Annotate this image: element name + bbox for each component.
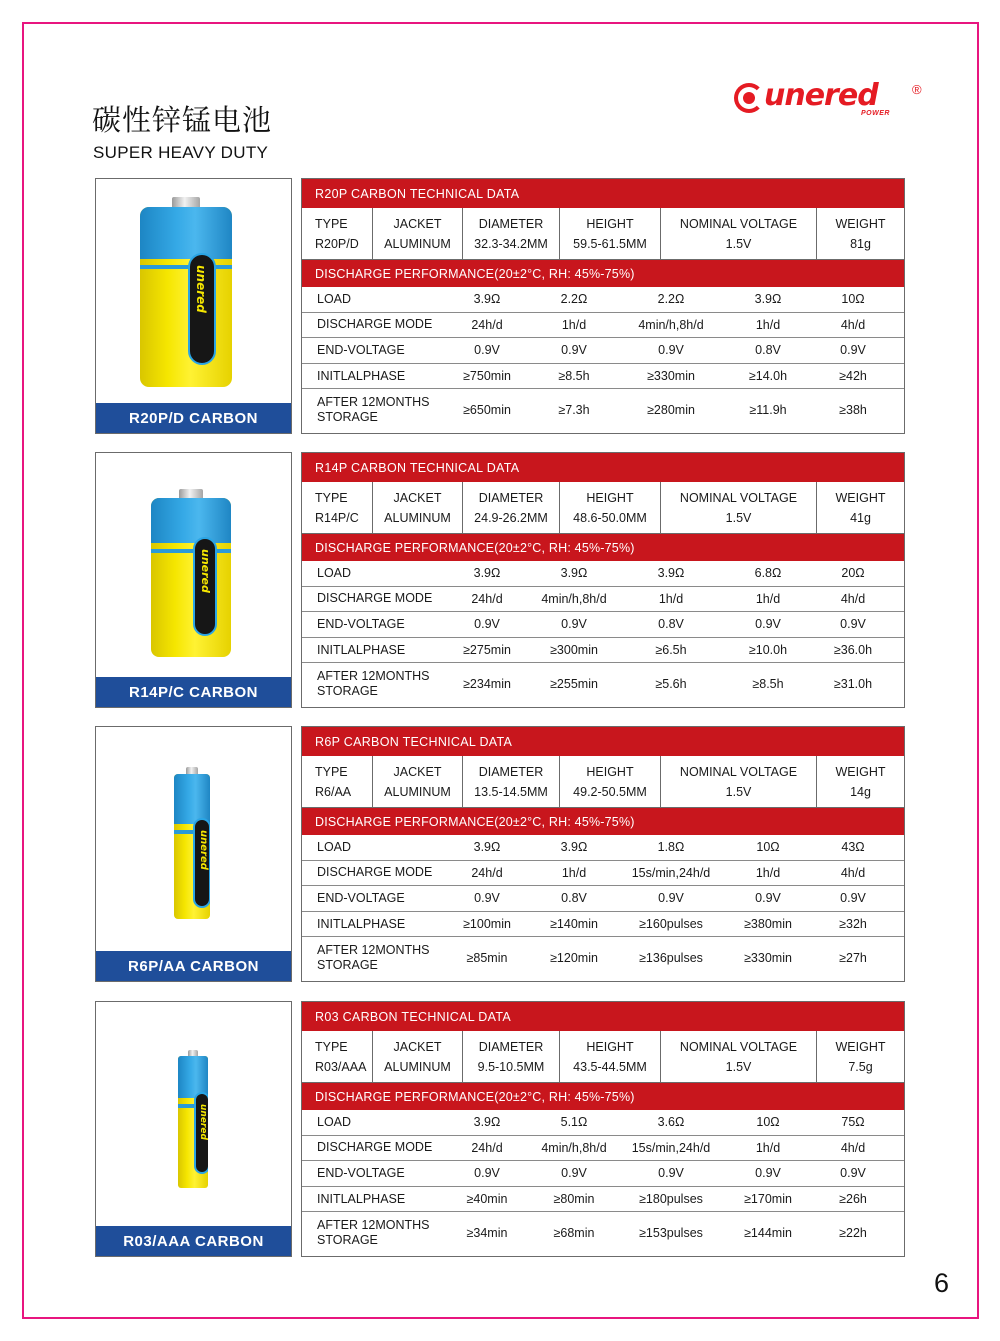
spec-cell-weight: [817, 208, 904, 259]
spec-value: 48.6-50.0MM: [573, 510, 647, 525]
product-label: R03/AAA CARBON: [96, 1226, 291, 1256]
spec-value: 1.5V: [725, 510, 752, 525]
spec-value: 43.5-44.5MM: [573, 1059, 647, 1074]
perf-row-label: LOAD: [317, 839, 352, 854]
battery-brand-mark: unered: [199, 549, 212, 593]
perf-value: 3.6Ω: [657, 1115, 685, 1130]
perf-row-label: INITLALPHASE: [317, 642, 406, 657]
product-block: [95, 452, 905, 708]
spec-value: R6/AA: [315, 784, 352, 799]
spec-header-label: DIAMETER: [478, 764, 544, 779]
perf-value: ≥380min: [744, 917, 792, 932]
perf-value: 3.9Ω: [473, 292, 501, 307]
perf-row-label: DISCHARGE MODE: [317, 1140, 433, 1155]
perf-value: 1h/d: [658, 591, 684, 606]
perf-row-end-voltage: [302, 1161, 904, 1187]
battery-image-card: [95, 452, 292, 708]
perf-value: 0.9V: [840, 617, 866, 632]
spec-row: [302, 208, 904, 260]
table-title: R20P CARBON TECHNICAL DATA: [302, 179, 904, 208]
perf-row-label: AFTER 12MONTHS STORAGE: [317, 668, 430, 698]
perf-value: 10Ω: [841, 292, 865, 307]
spec-header-label: DIAMETER: [478, 490, 544, 505]
spec-value: 13.5-14.5MM: [474, 784, 548, 799]
perf-value: 0.9V: [658, 343, 684, 358]
brand-logo: [728, 78, 928, 124]
discharge-performance-header: DISCHARGE PERFORMANCE(20±2°C, RH: 45%-75%): [302, 1083, 904, 1110]
spec-value: R20P/D: [315, 236, 359, 251]
perf-value: ≥7.3h: [558, 402, 590, 417]
perf-row-label: END-VOLTAGE: [317, 342, 405, 357]
spec-header-label: NOMINAL VOLTAGE: [679, 1039, 798, 1054]
perf-row-label: END-VOLTAGE: [317, 1165, 405, 1180]
discharge-performance-table: [302, 1110, 904, 1253]
table-title: R03 CARBON TECHNICAL DATA: [302, 1002, 904, 1031]
perf-value: 24h/d: [471, 591, 503, 606]
battery-icon: [178, 1050, 208, 1188]
perf-value: 5.1Ω: [560, 1115, 588, 1130]
page-subtitle: SUPER HEAVY DUTY: [93, 143, 269, 162]
perf-value: 2.2Ω: [560, 292, 588, 307]
perf-row-label: AFTER 12MONTHS STORAGE: [317, 942, 430, 972]
perf-value: ≥8.5h: [752, 676, 784, 691]
battery-image-card: [95, 178, 292, 434]
perf-value: 4h/d: [840, 591, 866, 606]
perf-value: ≥136pulses: [639, 950, 703, 965]
spec-cell-weight: [817, 1031, 904, 1082]
spec-header-label: JACKET: [393, 216, 442, 231]
perf-value: 6.8Ω: [754, 566, 782, 581]
spec-header-label: WEIGHT: [835, 216, 886, 231]
perf-row-label: LOAD: [317, 291, 352, 306]
spec-cell-diameter: [463, 756, 560, 807]
battery-image-card: [95, 726, 292, 982]
perf-value: ≥38h: [839, 402, 867, 417]
battery-image: [96, 727, 291, 951]
perf-row-label: AFTER 12MONTHS STORAGE: [317, 1217, 430, 1247]
spec-header-label: WEIGHT: [835, 1039, 886, 1054]
perf-value: 4h/d: [840, 1140, 866, 1155]
perf-value: 0.9V: [755, 617, 781, 632]
perf-value: ≥42h: [839, 369, 867, 384]
product-label: R6P/AA CARBON: [96, 951, 291, 981]
perf-value: 0.8V: [755, 343, 781, 358]
perf-value: 10Ω: [756, 840, 780, 855]
spec-cell-type: [302, 1031, 373, 1082]
spec-value: 1.5V: [725, 784, 752, 799]
spec-value: 24.9-26.2MM: [474, 510, 548, 525]
perf-value: 3.9Ω: [560, 566, 588, 581]
spec-cell-diameter: [463, 208, 560, 259]
perf-row-label: LOAD: [317, 1114, 352, 1129]
perf-row-discharge-mode: [302, 1136, 904, 1162]
perf-value: ≥11.9h: [749, 402, 787, 417]
perf-value: ≥36.0h: [833, 643, 873, 658]
discharge-performance-header: DISCHARGE PERFORMANCE(20±2°C, RH: 45%-75%): [302, 260, 904, 287]
technical-data-table: [301, 1001, 905, 1257]
perf-value: ≥330min: [647, 369, 695, 384]
perf-value: 24h/d: [471, 317, 503, 332]
perf-value: 0.9V: [755, 1166, 781, 1181]
perf-value: ≥275min: [463, 643, 511, 658]
spec-cell-nominal-voltage: [661, 208, 817, 259]
spec-cell-jacket: [373, 482, 463, 533]
perf-value: 1h/d: [561, 317, 587, 332]
perf-value: 1.8Ω: [657, 840, 685, 855]
battery-brand-mark: unered: [198, 1104, 208, 1140]
spec-row: [302, 1031, 904, 1083]
perf-row-discharge-mode: [302, 313, 904, 339]
discharge-performance-table: [302, 561, 904, 704]
perf-value: ≥5.6h: [655, 676, 687, 691]
perf-row-after-storage: [302, 389, 904, 430]
perf-value: 1h/d: [755, 317, 781, 332]
perf-value: ≥650min: [463, 402, 511, 417]
spec-row: [302, 756, 904, 808]
spec-cell-jacket: [373, 1031, 463, 1082]
spec-cell-type: [302, 482, 373, 533]
spec-cell-diameter: [463, 1031, 560, 1082]
perf-row-load: [302, 561, 904, 587]
perf-value: 15s/min,24h/d: [631, 865, 711, 880]
discharge-performance-header: DISCHARGE PERFORMANCE(20±2°C, RH: 45%-75%): [302, 808, 904, 835]
spec-value: 49.2-50.5MM: [573, 784, 647, 799]
spec-value: 7.5g: [848, 1059, 873, 1074]
product-label: R14P/C CARBON: [96, 677, 291, 707]
spec-value: 81g: [850, 236, 871, 251]
spec-header-label: DIAMETER: [478, 216, 544, 231]
spec-value: 1.5V: [725, 236, 752, 251]
spec-value: 59.5-61.5MM: [573, 236, 647, 251]
spec-cell-height: [560, 208, 661, 259]
perf-value: 0.8V: [658, 617, 684, 632]
perf-value: 0.9V: [840, 891, 866, 906]
perf-value: ≥27h: [839, 950, 867, 965]
product-block: [95, 726, 905, 982]
spec-cell-type: [302, 208, 373, 259]
spec-value: ALUMINUM: [384, 510, 451, 525]
perf-row-initial-phase: [302, 638, 904, 664]
perf-value: ≥234min: [463, 676, 511, 691]
perf-value: ≥170min: [744, 1192, 792, 1207]
perf-value: 15s/min,24h/d: [631, 1140, 711, 1155]
perf-value: 20Ω: [841, 566, 865, 581]
perf-value: 0.9V: [840, 1166, 866, 1181]
battery-image-card: [95, 1001, 292, 1257]
spec-header-label: HEIGHT: [586, 216, 634, 231]
product-block: [95, 178, 905, 434]
battery-icon: [140, 197, 232, 387]
spec-header-label: NOMINAL VOLTAGE: [679, 216, 798, 231]
spec-cell-nominal-voltage: [661, 756, 817, 807]
spec-header-label: NOMINAL VOLTAGE: [679, 764, 798, 779]
perf-row-initial-phase: [302, 364, 904, 390]
brand-tagline: POWER: [861, 110, 890, 117]
perf-value: ≥22h: [839, 1225, 867, 1240]
perf-value: ≥32h: [839, 917, 867, 932]
page-title-chinese: 碳性锌锰电池: [92, 103, 273, 137]
spec-value: R14P/C: [315, 510, 359, 525]
perf-row-label: AFTER 12MONTHS STORAGE: [317, 394, 430, 424]
perf-value: ≥40min: [466, 1192, 508, 1207]
spec-value: ALUMINUM: [384, 1059, 451, 1074]
battery-icon: [174, 767, 210, 919]
perf-value: 1h/d: [561, 865, 587, 880]
discharge-performance-table: [302, 835, 904, 978]
product-block: [95, 1001, 905, 1257]
perf-value: 0.9V: [561, 1166, 587, 1181]
perf-value: 4min/h,8h/d: [638, 317, 704, 332]
perf-value: 24h/d: [471, 1140, 503, 1155]
perf-value: ≥10.0h: [748, 643, 788, 658]
perf-row-load: [302, 287, 904, 313]
perf-value: ≥85min: [466, 950, 508, 965]
perf-row-after-storage: [302, 663, 904, 704]
page-number: 6: [934, 1268, 950, 1298]
perf-value: 3.9Ω: [473, 566, 501, 581]
spec-value: R03/AAA: [315, 1059, 367, 1074]
spec-cell-diameter: [463, 482, 560, 533]
perf-value: ≥6.5h: [655, 643, 687, 658]
perf-row-end-voltage: [302, 612, 904, 638]
perf-row-discharge-mode: [302, 587, 904, 613]
technical-data-table: [301, 452, 905, 708]
discharge-performance-table: [302, 287, 904, 430]
perf-value: ≥160pulses: [639, 917, 703, 932]
table-title: R14P CARBON TECHNICAL DATA: [302, 453, 904, 482]
spec-value: ALUMINUM: [384, 784, 451, 799]
spec-header-label: JACKET: [393, 490, 442, 505]
perf-value: ≥140min: [550, 917, 598, 932]
perf-value: ≥120min: [550, 950, 598, 965]
perf-value: 2.2Ω: [657, 292, 685, 307]
perf-value: ≥34min: [466, 1225, 508, 1240]
spec-value: 14g: [850, 784, 871, 799]
spec-header-label: WEIGHT: [835, 764, 886, 779]
perf-row-label: END-VOLTAGE: [317, 890, 405, 905]
perf-value: ≥255min: [550, 676, 598, 691]
perf-value: 10Ω: [756, 1115, 780, 1130]
perf-value: ≥8.5h: [558, 369, 590, 384]
perf-value: 3.9Ω: [473, 1115, 501, 1130]
spec-cell-nominal-voltage: [661, 482, 817, 533]
spec-cell-jacket: [373, 208, 463, 259]
perf-value: ≥14.0h: [748, 369, 788, 384]
spec-value: 41g: [850, 510, 871, 525]
perf-value: 3.9Ω: [657, 566, 685, 581]
battery-icon: [151, 489, 231, 657]
spec-value: ALUMINUM: [384, 236, 451, 251]
perf-row-load: [302, 835, 904, 861]
perf-value: 0.9V: [658, 1166, 684, 1181]
spec-header-label: TYPE: [315, 764, 348, 779]
perf-value: ≥330min: [744, 950, 792, 965]
spec-cell-nominal-voltage: [661, 1031, 817, 1082]
perf-value: 0.9V: [840, 343, 866, 358]
battery-image: [96, 179, 291, 403]
spec-value: 9.5-10.5MM: [477, 1059, 545, 1074]
perf-value: 1h/d: [755, 1140, 781, 1155]
perf-value: ≥153pulses: [639, 1225, 703, 1240]
perf-value: ≥80min: [553, 1192, 595, 1207]
perf-row-label: END-VOLTAGE: [317, 616, 405, 631]
spec-value: 1.5V: [725, 1059, 752, 1074]
perf-value: 0.9V: [561, 617, 587, 632]
spec-header-label: HEIGHT: [586, 490, 634, 505]
perf-row-discharge-mode: [302, 861, 904, 887]
perf-row-after-storage: [302, 1212, 904, 1253]
perf-row-initial-phase: [302, 912, 904, 938]
spec-row: [302, 482, 904, 534]
spec-cell-type: [302, 756, 373, 807]
perf-value: 24h/d: [471, 865, 503, 880]
perf-value: 1h/d: [755, 865, 781, 880]
product-label: R20P/D CARBON: [96, 403, 291, 433]
perf-value: ≥750min: [463, 369, 511, 384]
perf-value: 0.9V: [474, 617, 500, 632]
perf-row-label: DISCHARGE MODE: [317, 317, 433, 332]
perf-value: ≥31.0h: [833, 676, 873, 691]
spec-header-label: JACKET: [393, 764, 442, 779]
perf-row-label: INITLALPHASE: [317, 916, 406, 931]
spec-header-label: TYPE: [315, 1039, 348, 1054]
perf-value: 43Ω: [841, 840, 865, 855]
spec-header-label: NOMINAL VOLTAGE: [679, 490, 798, 505]
spec-cell-weight: [817, 756, 904, 807]
perf-row-initial-phase: [302, 1187, 904, 1213]
spec-header-label: WEIGHT: [835, 490, 886, 505]
battery-brand-mark: unered: [198, 830, 209, 870]
technical-data-table: [301, 726, 905, 982]
table-title: R6P CARBON TECHNICAL DATA: [302, 727, 904, 756]
perf-value: ≥180pulses: [639, 1192, 703, 1207]
spec-cell-height: [560, 756, 661, 807]
perf-value: ≥68min: [553, 1225, 595, 1240]
perf-row-label: INITLALPHASE: [317, 1191, 406, 1206]
perf-row-label: LOAD: [317, 565, 352, 580]
perf-value: 4h/d: [840, 865, 866, 880]
perf-value: 0.8V: [561, 891, 587, 906]
spec-header-label: HEIGHT: [586, 1039, 634, 1054]
perf-value: 0.9V: [474, 343, 500, 358]
battery-image: [96, 1002, 291, 1226]
spec-header-label: DIAMETER: [478, 1039, 544, 1054]
discharge-performance-header: DISCHARGE PERFORMANCE(20±2°C, RH: 45%-75%): [302, 534, 904, 561]
perf-value: 0.9V: [561, 343, 587, 358]
brand-name: unered: [764, 78, 878, 113]
spec-value: 32.3-34.2MM: [474, 236, 548, 251]
perf-value: 4min/h,8h/d: [541, 1140, 607, 1155]
perf-row-after-storage: [302, 937, 904, 978]
spec-header-label: HEIGHT: [586, 764, 634, 779]
registered-mark: ®: [912, 82, 922, 97]
perf-value: 3.9Ω: [560, 840, 588, 855]
battery-image: [96, 453, 291, 677]
perf-value: 0.9V: [755, 891, 781, 906]
perf-value: ≥26h: [839, 1192, 867, 1207]
perf-value: ≥300min: [550, 643, 598, 658]
perf-row-end-voltage: [302, 886, 904, 912]
perf-value: 0.9V: [474, 891, 500, 906]
perf-value: 4min/h,8h/d: [541, 591, 607, 606]
perf-value: 75Ω: [841, 1115, 865, 1130]
spec-header-label: TYPE: [315, 490, 348, 505]
perf-row-label: DISCHARGE MODE: [317, 865, 433, 880]
perf-value: 0.9V: [474, 1166, 500, 1181]
spec-header-label: TYPE: [315, 216, 348, 231]
perf-row-load: [302, 1110, 904, 1136]
perf-value: ≥144min: [744, 1225, 792, 1240]
spec-cell-weight: [817, 482, 904, 533]
perf-row-end-voltage: [302, 338, 904, 364]
perf-value: 4h/d: [840, 317, 866, 332]
logo-ring-icon: [734, 83, 764, 113]
technical-data-table: [301, 178, 905, 434]
spec-header-label: JACKET: [393, 1039, 442, 1054]
perf-value: ≥280min: [647, 402, 695, 417]
perf-value: 3.9Ω: [754, 292, 782, 307]
perf-value: 1h/d: [755, 591, 781, 606]
spec-cell-height: [560, 1031, 661, 1082]
perf-value: 3.9Ω: [473, 840, 501, 855]
spec-cell-height: [560, 482, 661, 533]
perf-row-label: DISCHARGE MODE: [317, 591, 433, 606]
battery-brand-mark: unered: [194, 265, 208, 313]
spec-cell-jacket: [373, 756, 463, 807]
perf-value: 0.9V: [658, 891, 684, 906]
perf-value: ≥100min: [463, 917, 511, 932]
perf-row-label: INITLALPHASE: [317, 368, 406, 383]
